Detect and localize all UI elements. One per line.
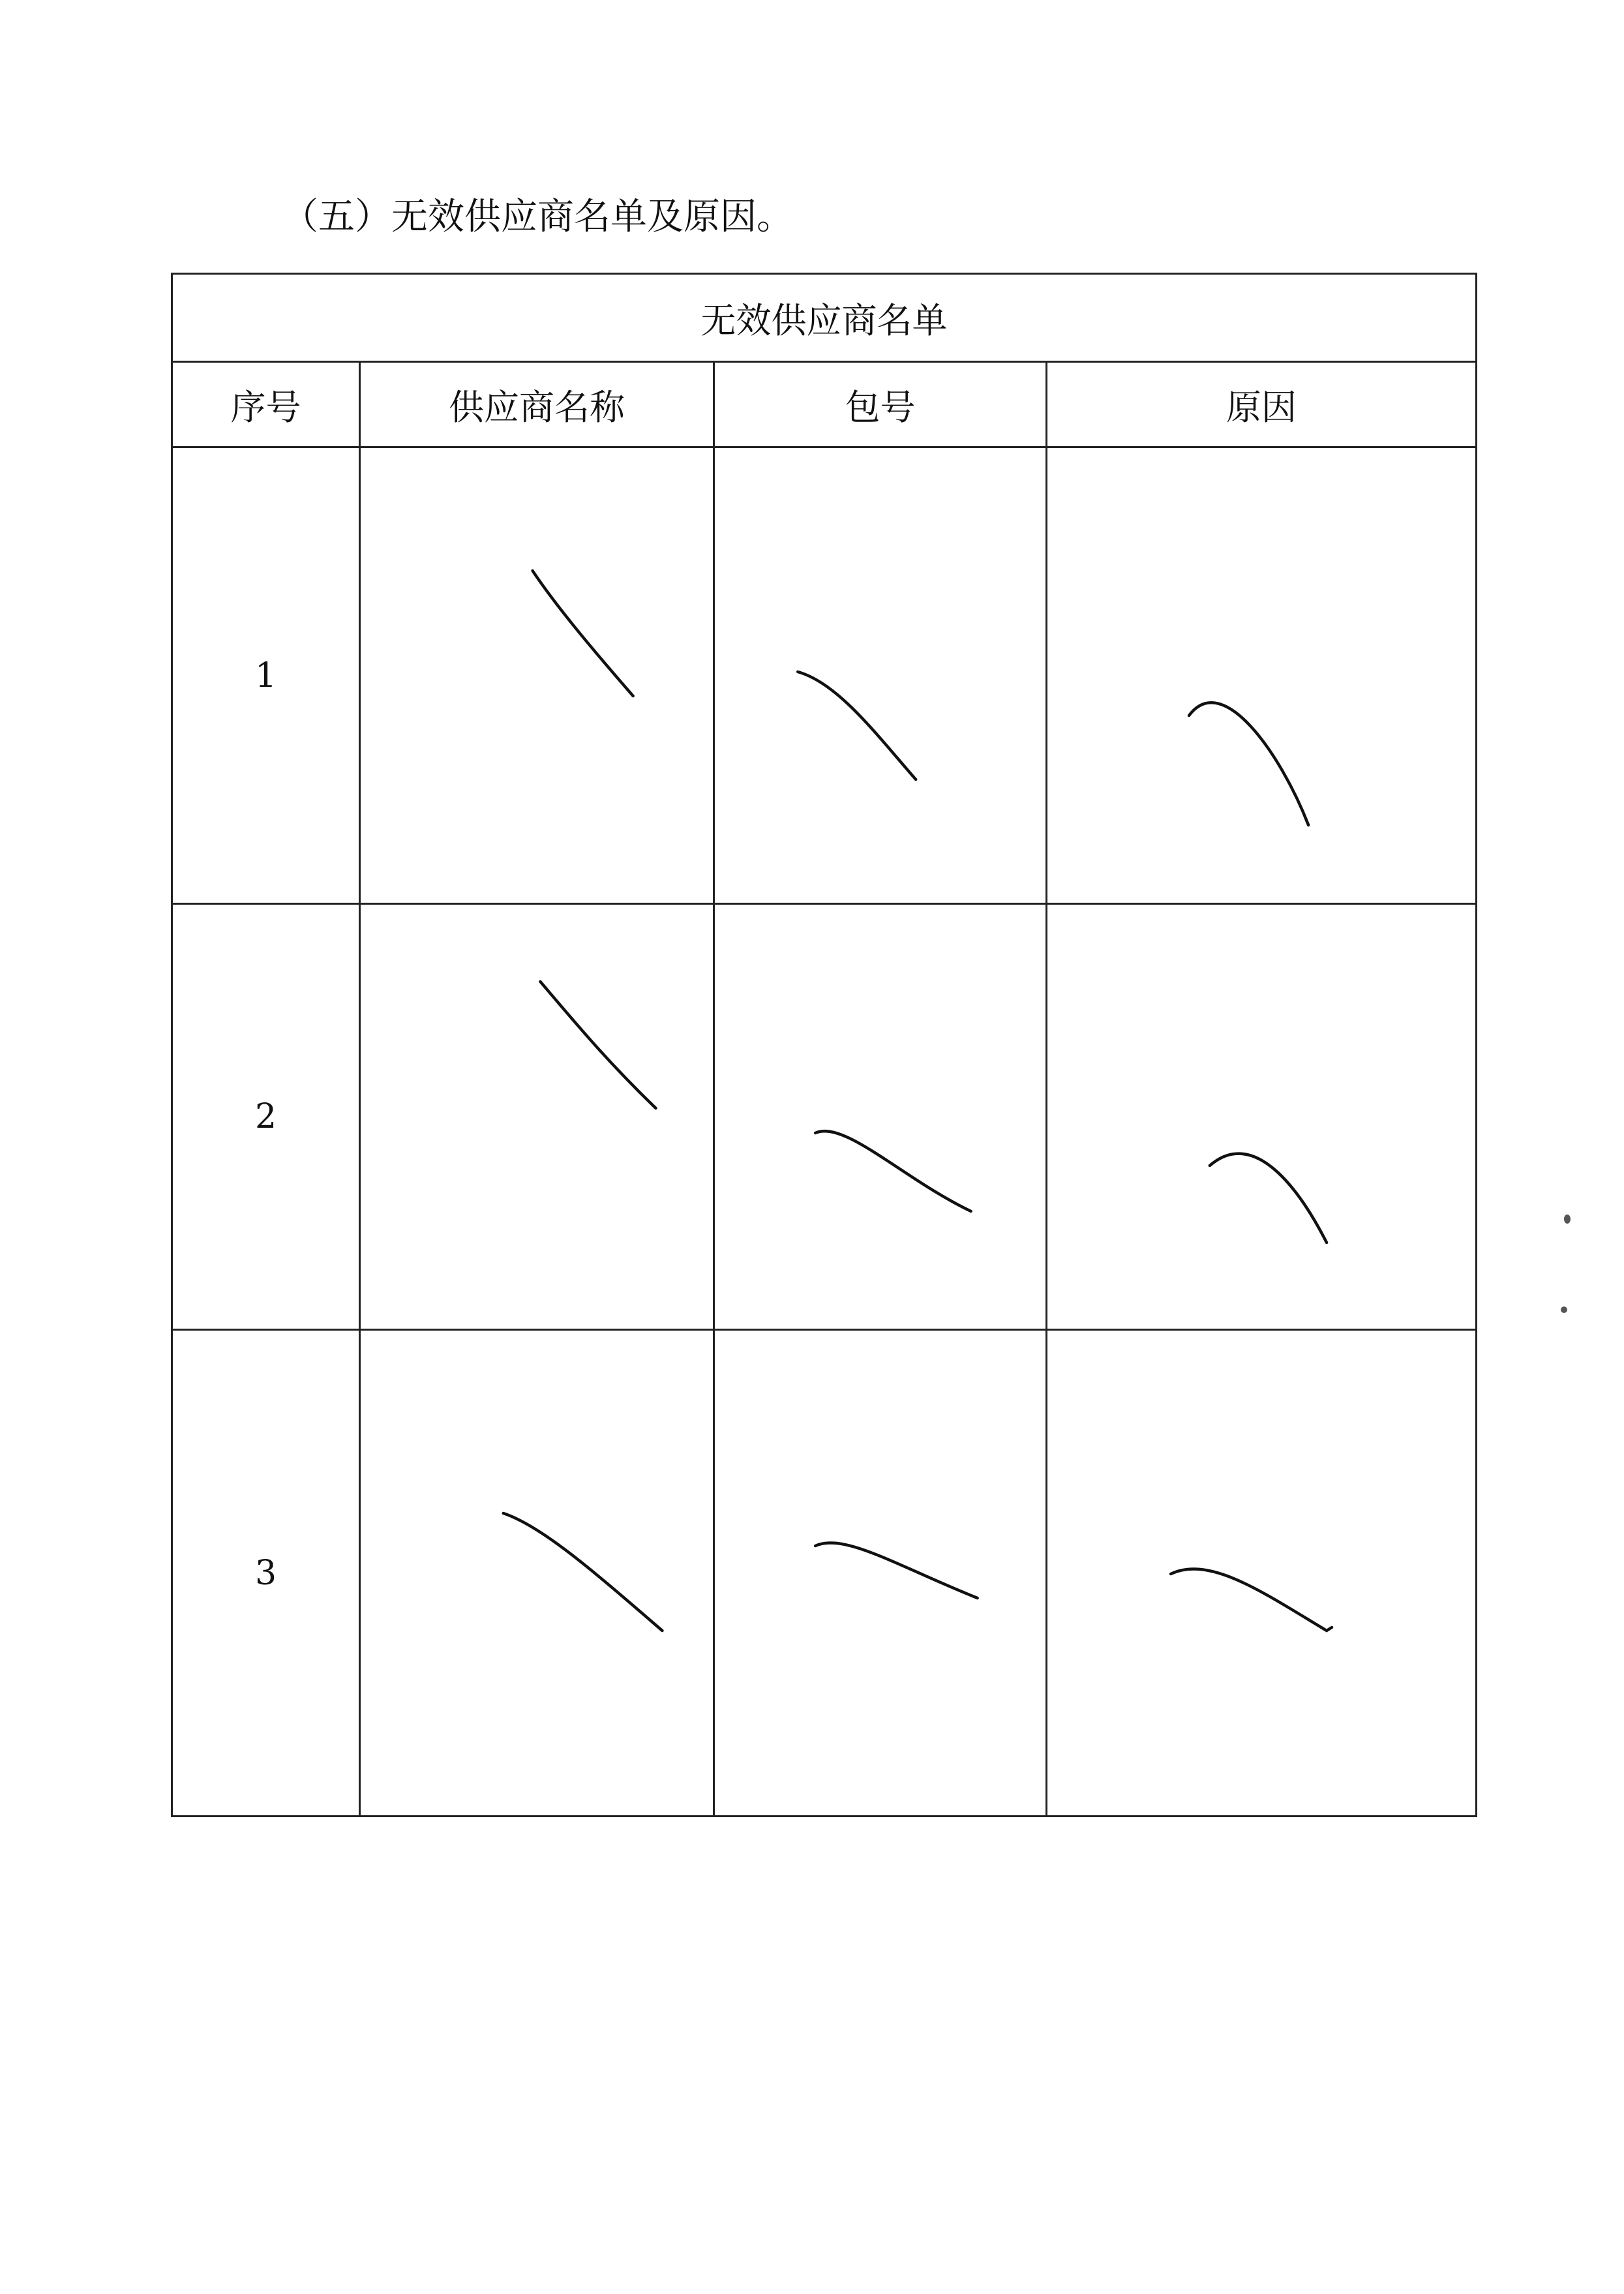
scan-speck bbox=[1561, 1306, 1567, 1313]
row-index: 1 bbox=[172, 447, 360, 904]
package-no-cell bbox=[714, 904, 1047, 1330]
header-index: 序号 bbox=[172, 362, 360, 447]
handwritten-slash-icon bbox=[361, 905, 713, 1329]
reason-cell bbox=[1047, 447, 1477, 904]
supplier-name-cell bbox=[360, 904, 714, 1330]
table-row bbox=[172, 447, 1477, 904]
handwritten-slash-icon bbox=[361, 1331, 713, 1815]
table-row bbox=[172, 1330, 1477, 1817]
header-supplier-name: 供应商名称 bbox=[360, 362, 714, 447]
row-index: 3 bbox=[172, 1330, 360, 1817]
supplier-name-cell bbox=[360, 1330, 714, 1817]
package-no-cell bbox=[714, 447, 1047, 904]
section-heading: （五）无效供应商名单及原因。 bbox=[282, 196, 793, 238]
package-no-cell bbox=[714, 1330, 1047, 1817]
table-row bbox=[172, 904, 1477, 1330]
table-caption: 无效供应商名单 bbox=[172, 274, 1477, 362]
handwritten-slash-icon bbox=[361, 448, 713, 903]
supplier-name-cell bbox=[360, 447, 714, 904]
invalid-supplier-table bbox=[171, 273, 1477, 1817]
header-reason: 原因 bbox=[1047, 362, 1477, 447]
scan-speck bbox=[1564, 1215, 1571, 1224]
handwritten-slash-icon bbox=[1047, 448, 1475, 903]
table-header-row bbox=[172, 362, 1477, 447]
handwritten-slash-icon bbox=[715, 448, 1045, 903]
header-package-no: 包号 bbox=[714, 362, 1047, 447]
handwritten-slash-icon bbox=[1047, 1331, 1475, 1815]
handwritten-slash-icon bbox=[1047, 905, 1475, 1329]
handwritten-slash-icon bbox=[715, 905, 1045, 1329]
reason-cell bbox=[1047, 1330, 1477, 1817]
row-index: 2 bbox=[172, 904, 360, 1330]
handwritten-slash-icon bbox=[715, 1331, 1045, 1815]
reason-cell bbox=[1047, 904, 1477, 1330]
